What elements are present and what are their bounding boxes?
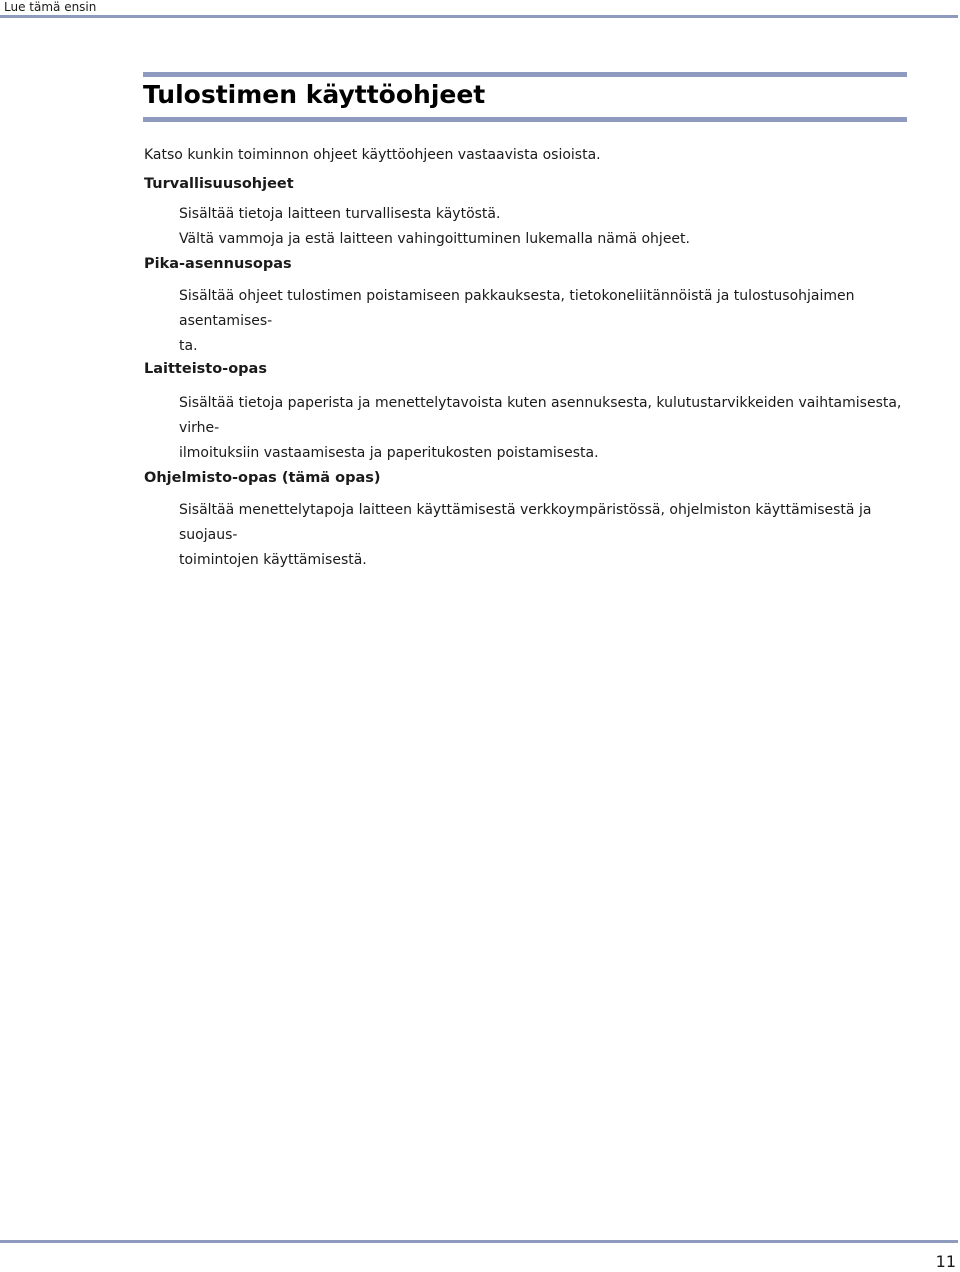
header-rule [0, 15, 958, 18]
section-line: Sisältää tietoja paperista ja menettelytavoista kuten asennuksesta, kulutustarvikkeiden vaihtamisesta, virhe- [179, 395, 902, 436]
section-line: ilmoituksiin vastaamisesta ja paperitukosten poistamisesta. [179, 445, 599, 461]
title-rule-bottom [143, 117, 907, 122]
section-line: ta. [179, 338, 198, 354]
section-title-software-guide: Ohjelmisto-opas (tämä opas) [144, 470, 381, 486]
intro-text: Katso kunkin toiminnon ohjeet käyttöohjeen vastaavista osioista. [144, 147, 601, 163]
section-line: Sisältää tietoja laitteen turvallisesta käytöstä. [179, 206, 501, 222]
section-body-software-guide [179, 498, 907, 573]
section-line: toimintojen käyttämisestä. [179, 552, 367, 568]
section-title-safety: Turvallisuusohjeet [144, 176, 294, 192]
running-header: Lue tämä ensin [4, 0, 97, 14]
section-line: Vältä vammoja ja estä laitteen vahingoittuminen lukemalla nämä ohjeet. [179, 231, 690, 247]
section-line: Sisältää ohjeet tulostimen poistamiseen pakkauksesta, tietokoneliitännöistä ja tulostusohjaimen asentamises- [179, 288, 855, 329]
footer-rule [0, 1240, 958, 1243]
section-body-safety [179, 202, 907, 252]
page-number: 11 [935, 1252, 956, 1271]
section-line: Sisältää menettelytapoja laitteen käyttämisestä verkkoympäristössä, ohjelmiston käyttämisestä ja suojaus- [179, 502, 872, 543]
section-title-quick-install: Pika-asennusopas [144, 256, 292, 272]
title-rule-top [143, 72, 907, 77]
section-body-quick-install [179, 284, 907, 359]
section-body-hardware-guide [179, 391, 907, 466]
section-title-hardware-guide: Laitteisto-opas [144, 361, 267, 377]
page-title: Tulostimen käyttöohjeet [143, 80, 486, 109]
manual-list [144, 174, 907, 573]
